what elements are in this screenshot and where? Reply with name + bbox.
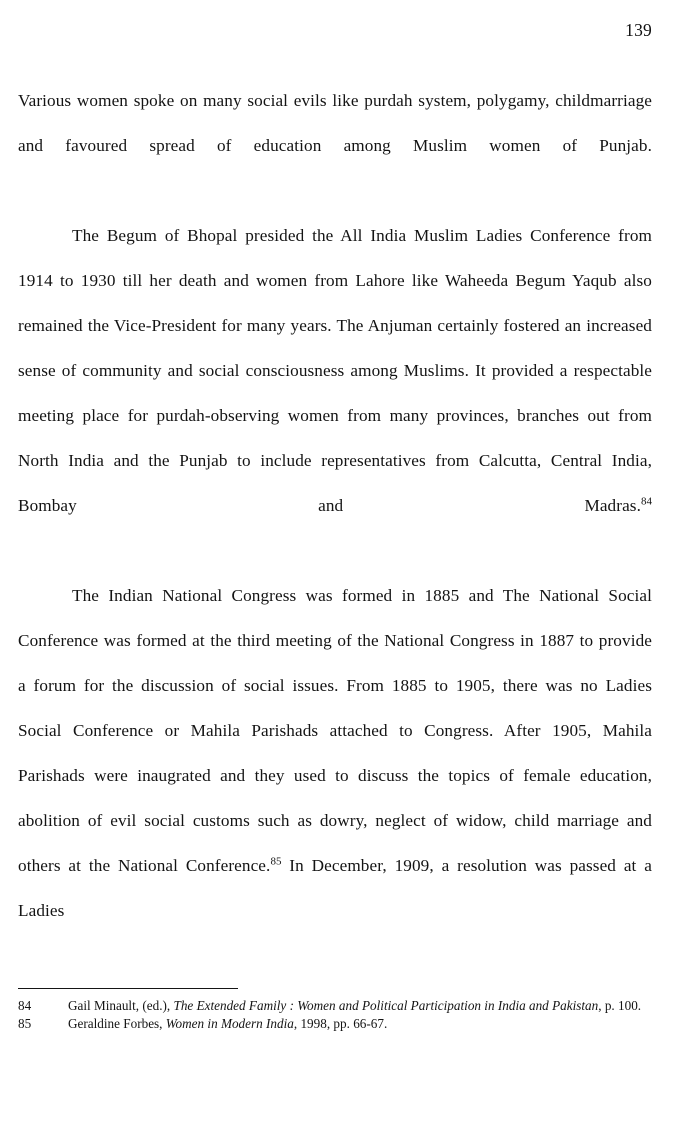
footnote-section xyxy=(18,988,652,1033)
body-text-column xyxy=(18,78,652,978)
footnote-number: 85 xyxy=(18,1016,32,1031)
footnote-ref-85[interactable]: 85 xyxy=(270,855,282,868)
footnote-separator-rule xyxy=(18,988,238,989)
footnote-text xyxy=(68,997,652,1014)
paragraph-2-text: The Begum of Bhopal presided the All India Muslim Ladies Conference from 1914 to 1930 till her death and women from Lahore like Waheeda Begum Yaqub also remained the Vice-President for many years. The Anjuman certainly fostered an increased sense of community and social consciousness among Muslims. It provided a respectable meeting place for purdah-observing women from many provinces, branches out from North India and the Punjab to include representatives from Calcutta, Central India, Bombay and Madras. xyxy=(18,226,652,515)
footnote-author: Geraldine Forbes, xyxy=(68,1016,166,1031)
footnote-title: Women in Modern India xyxy=(165,1016,294,1031)
footnote-suffix: , 1998, pp. 66-67. xyxy=(293,1016,388,1031)
footnote-author: Gail Minault, (ed.), xyxy=(68,998,174,1013)
footnote-entry-84 xyxy=(18,997,652,1014)
footnote-number: 84 xyxy=(18,998,32,1013)
footnote-text xyxy=(68,1015,652,1032)
page-number: 139 xyxy=(625,20,652,40)
paragraph-1-text: Various women spoke on many social evils like purdah system, polygamy, childmarriage and favoured spread of education among Muslim women of Punjab. xyxy=(18,91,652,155)
footnote-title: The Extended Family : Women and Political Participation in India and Pakistan xyxy=(173,998,599,1013)
paragraph-3-text-tail: In December, 1909, a resolution was passed at a Ladies xyxy=(18,856,652,920)
paragraph-1 xyxy=(18,78,652,213)
footnote-suffix: , p. 100. xyxy=(598,998,642,1013)
footnote-ref-84[interactable]: 84 xyxy=(641,495,652,508)
paragraph-3 xyxy=(18,573,652,978)
paragraph-2 xyxy=(18,213,652,573)
footnote-entry-85 xyxy=(18,1015,652,1032)
paragraph-3-text: The Indian National Congress was formed in 1885 and The National Social Conference was formed at the third meeting of the National Congress in 1887 to provide a forum for the discussion of social issues. From 1885 to 1905, there was no Ladies Social Conference or Mahila Parishads attached to Congress. After 1905, Mahila Parishads were inaugrated and they used to discuss the topics of female education, abolition of evil social customs such as dowry, neglect of widow, child marriage and others at the National Conference. xyxy=(18,586,652,875)
